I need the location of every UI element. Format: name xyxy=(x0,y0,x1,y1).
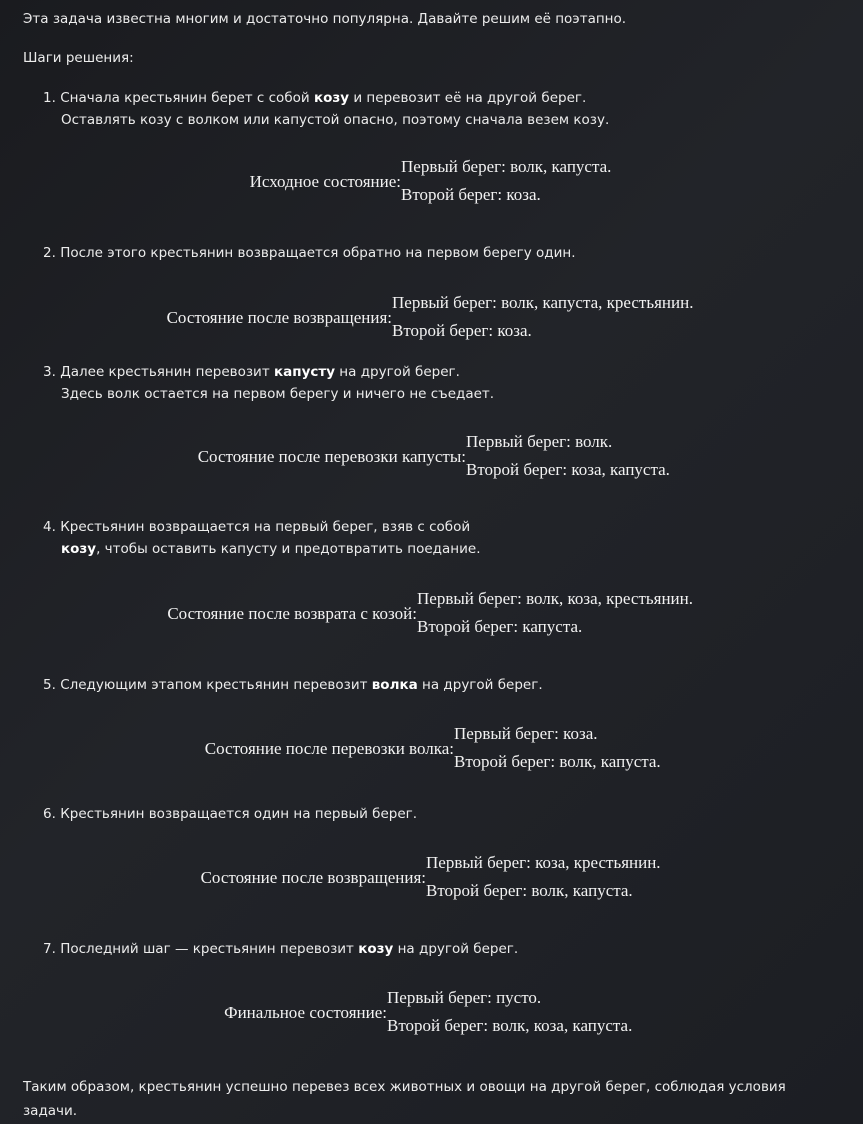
step-text-cont: Здесь волк остается на первом берегу и ничего не съедает. xyxy=(61,386,495,402)
step-6 xyxy=(43,803,417,825)
step-number: 4. xyxy=(43,519,56,535)
bank-second: Второй берег: коза, капуста. xyxy=(466,460,670,479)
bank-first: Первый берег: пусто. xyxy=(387,988,542,1007)
step-text: Следующим этапом крестьянин перевозит xyxy=(60,677,372,693)
step-text: на другой берег. xyxy=(335,364,460,380)
bank-second: Второй берег: коза. xyxy=(401,185,541,204)
bank-first: Первый берег: коза, крестьянин. xyxy=(426,853,661,872)
step-number: 7. xyxy=(43,941,56,957)
state-label: Состояние после перевозки волка: xyxy=(204,739,454,758)
step-text: на другой берег. xyxy=(393,941,519,957)
bank-second: Второй берег: коза. xyxy=(392,321,532,340)
step-emphasis: козу xyxy=(61,541,97,557)
step-2 xyxy=(43,242,576,264)
state-label: Состояние после перевозки капусты: xyxy=(197,447,466,466)
steps-heading: Шаги решения: xyxy=(23,50,134,66)
step-text: После этого крестьянин возвращается обратно на первом берегу один. xyxy=(60,245,576,261)
bank-second: Второй берег: капуста. xyxy=(417,617,583,636)
step-emphasis: волка xyxy=(371,677,418,693)
step-number: 3. xyxy=(43,364,56,380)
step-text: Сначала крестьянин берет с собой xyxy=(60,90,314,106)
state-label: Состояние после возврата с козой: xyxy=(167,604,417,623)
step-3 xyxy=(43,361,494,405)
bank-first: Первый берег: волк. xyxy=(466,432,613,451)
state-label: Состояние после возвращения: xyxy=(166,308,392,327)
step-text-cont: , чтобы оставить капусту и предотвратить поедание. xyxy=(96,541,481,557)
state-label: Финальное состояние: xyxy=(224,1003,387,1022)
bank-second: Второй берег: волк, капуста. xyxy=(454,752,661,771)
step-number: 1. xyxy=(43,90,56,106)
step-text: Далее крестьянин перевозит xyxy=(60,364,274,380)
bank-second: Второй берег: волк, коза, капуста. xyxy=(387,1016,633,1035)
step-text: Крестьянин возвращается один на первый берег. xyxy=(60,806,418,822)
step-4 xyxy=(43,516,481,560)
step-text: Крестьянин возвращается на первый берег, взяв с собой xyxy=(60,519,471,535)
step-emphasis: козу xyxy=(313,90,350,106)
step-text: на другой берег. xyxy=(417,677,543,693)
step-5 xyxy=(43,674,543,696)
bank-first: Первый берег: коза. xyxy=(454,724,598,743)
step-emphasis: капусту xyxy=(273,364,336,380)
step-text: и перевозит её на другой берег. xyxy=(349,90,587,106)
intro-text: Эта задача известна многим и достаточно популярна. Давайте решим её поэтапно. xyxy=(23,11,627,27)
step-number: 2. xyxy=(43,245,56,261)
step-text-cont: Оставлять козу с волком или капустой опасно, поэтому сначала везем козу. xyxy=(61,112,610,128)
bank-first: Первый берег: волк, капуста, крестьянин. xyxy=(392,293,694,312)
step-1 xyxy=(43,87,609,131)
bank-second: Второй берег: волк, капуста. xyxy=(426,881,633,900)
step-number: 5. xyxy=(43,677,56,693)
state-label: Состояние после возвращения: xyxy=(200,868,426,887)
conclusion-text: Таким образом, крестьянин успешно перевез всех животных и овощи на другой берег, соблюдая условия задачи. xyxy=(23,1079,786,1119)
bank-first: Первый берег: волк, капуста. xyxy=(401,157,612,176)
step-text: Последний шаг — крестьянин перевозит xyxy=(60,941,359,957)
step-number: 6. xyxy=(43,806,56,822)
step-emphasis: козу xyxy=(358,941,394,957)
state-label: Исходное состояние: xyxy=(249,172,401,191)
step-7 xyxy=(43,938,518,960)
bank-first: Первый берег: волк, коза, крестьянин. xyxy=(417,589,693,608)
